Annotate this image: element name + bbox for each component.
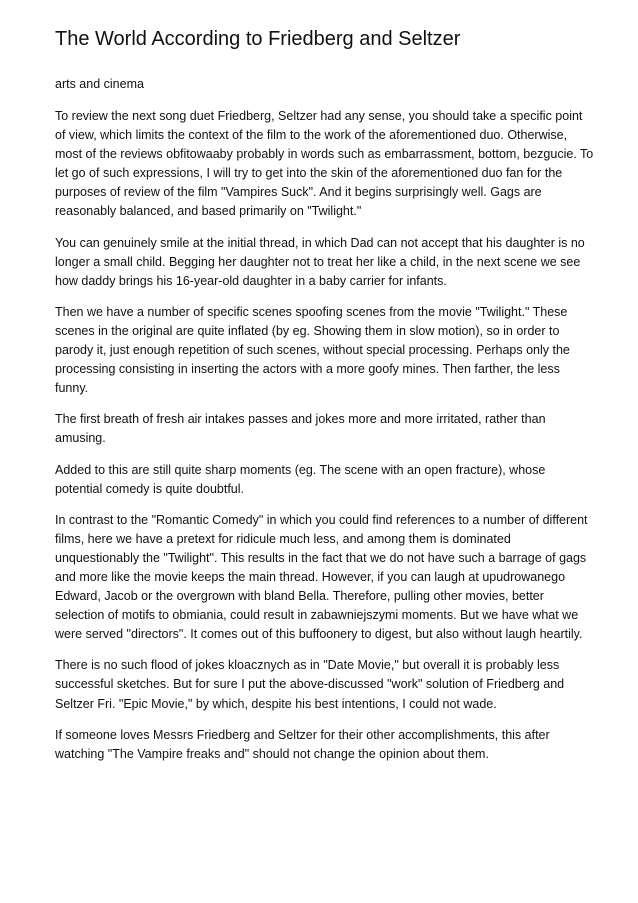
document-title: The World According to Friedberg and Seltzer [55, 28, 461, 50]
paragraph-5: Added to this are still quite sharp moments (eg. The scene with an open fracture), whose potential comedy is quite doubtful. [55, 462, 546, 496]
document-category: arts and cinema [55, 77, 144, 91]
paragraph-2: You can genuinely smile at the initial thread, in which Dad can not accept that his daughter is no longer a small child. Begging her daughter not to treat her like a child, in the next scene we see how daddy brings his 16-year-old daughter in a baby carrier for infants. [55, 235, 585, 288]
paragraph-1: To review the next song duet Friedberg, Seltzer had any sense, you should take a specific point of view, which limits the context of the film to the work of the aforementioned duo. Otherwise, most of the reviews obfitowaaby probably in words such as embarrassment, bottom, bezgucie. To let go of such expressions, I will try to get into the skin of the aforementioned duo fan for the purposes of review of the film "Vampires Suck". And it begins surprisingly well. Gags are reasonably balanced, and based primarily on "Twilight." [55, 109, 594, 219]
paragraph-3: Then we have a number of specific scenes spoofing scenes from the movie "Twilight." These scenes in the original are quite inflated (by eg. Showing them in slow motion), so in order to parody it, just enough repetition of such scenes, without special processing. Perhaps only the processing consisting in inserting the actors with a more goofy mines. Then farther, the less funny. [55, 304, 570, 396]
document-body [55, 26, 595, 776]
paragraph-4: The first breath of fresh air intakes passes and jokes more and more irritated, rather than amusing. [55, 412, 546, 446]
paragraph-6: In contrast to the "Romantic Comedy" in which you could find references to a number of different films, here we have a pretext for ridicule much less, and among them is dominated unquestionably the "Twilight". This results in the fact that we do not have such a barrage of gags and more like the movie keeps the main thread. However, if you can laugh at upudrowanego Edward, Jacob or the overgrown with bland Bella. Therefore, pulling other movies, better selection of motifs to obmiania, could result in zabawniejszymi moments. But we have what we were served "directors". It comes out of this buffoonery to digest, but also without laugh heartily. [55, 512, 588, 642]
paragraph-8: If someone loves Messrs Friedberg and Seltzer for their other accomplishments, this after watching "The Vampire freaks and" should not change the opinion about them. [55, 727, 550, 761]
paragraph-7: There is no such flood of jokes kloacznych as in "Date Movie," but overall it is probably less successful sketches. But for sure I put the above-discussed "work" solution of Friedberg and Seltzer Fri. "Epic Movie," by which, despite his best intentions, I could not wade. [55, 658, 565, 711]
